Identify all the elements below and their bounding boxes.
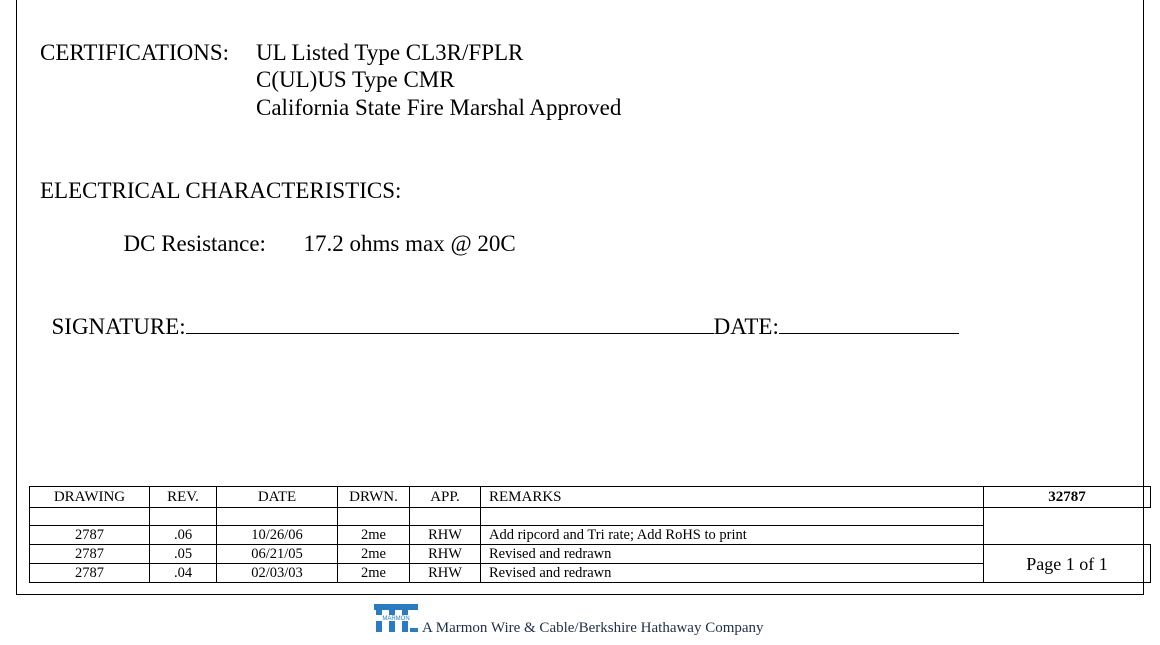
drawing-number: 32787 [984, 487, 1151, 508]
certifications-label: CERTIFICATIONS: [40, 40, 230, 65]
header-rev: REV. [150, 487, 217, 508]
table-row [30, 526, 1151, 545]
cell-date: 02/03/03 [217, 564, 338, 583]
cell-drwn: 2me [338, 526, 410, 545]
signature-row [40, 287, 959, 340]
date-label: DATE: [713, 314, 779, 339]
certification-ca-fire-marshal: California State Fire Marshal Approved [256, 95, 622, 120]
dc-resistance-line [112, 205, 516, 257]
page-indicator: Page 1 of 1 [984, 545, 1151, 583]
cell-remarks: Add ripcord and Tri rate; Add RoHS to print [481, 526, 984, 545]
cell-drwn: 2me [338, 545, 410, 564]
cell-app: RHW [410, 564, 481, 583]
dc-resistance-label: DC Resistance: [123, 231, 266, 256]
dc-resistance-value: 17.2 ohms max @ 20C [303, 231, 516, 256]
company-tagline: A Marmon Wire & Cable/Berkshire Hathaway Company [422, 620, 764, 636]
cell-drawing: 2787 [30, 526, 150, 545]
cell-date: 10/26/06 [217, 526, 338, 545]
cell-app: RHW [410, 545, 481, 564]
header-date: DATE [217, 487, 338, 508]
header-app: APP. [410, 487, 481, 508]
cell-rev: .04 [150, 564, 217, 583]
signature-line[interactable] [186, 313, 714, 334]
table-row [30, 545, 1151, 564]
cell-date: 06/21/05 [217, 545, 338, 564]
cell-rev: .05 [150, 545, 217, 564]
cell-drawing: 2787 [30, 564, 150, 583]
header-drwn: DRWN. [338, 487, 410, 508]
certification-ul-listed: UL Listed Type CL3R/FPLR [256, 40, 524, 65]
header-remarks: REMARKS [481, 487, 984, 508]
certification-cul: C(UL)US Type CMR [256, 67, 455, 92]
header-drawing: DRAWING [30, 487, 150, 508]
cell-drawing: 2787 [30, 545, 150, 564]
marmon-logo-icon [374, 600, 418, 634]
cell-app: RHW [410, 526, 481, 545]
revision-table [29, 486, 1151, 583]
cell-drwn: 2me [338, 564, 410, 583]
cell-remarks: Revised and redrawn [481, 564, 984, 583]
electrical-label: ELECTRICAL CHARACTERISTICS: [40, 178, 402, 203]
date-line[interactable] [779, 313, 959, 334]
table-row-blank [30, 508, 1151, 526]
logo-text: MARMON [382, 616, 410, 622]
signature-label: SIGNATURE: [51, 314, 186, 339]
cell-rev: .06 [150, 526, 217, 545]
cell-remarks: Revised and redrawn [481, 545, 984, 564]
table-row [30, 564, 1151, 583]
revision-header-row [30, 487, 1151, 508]
